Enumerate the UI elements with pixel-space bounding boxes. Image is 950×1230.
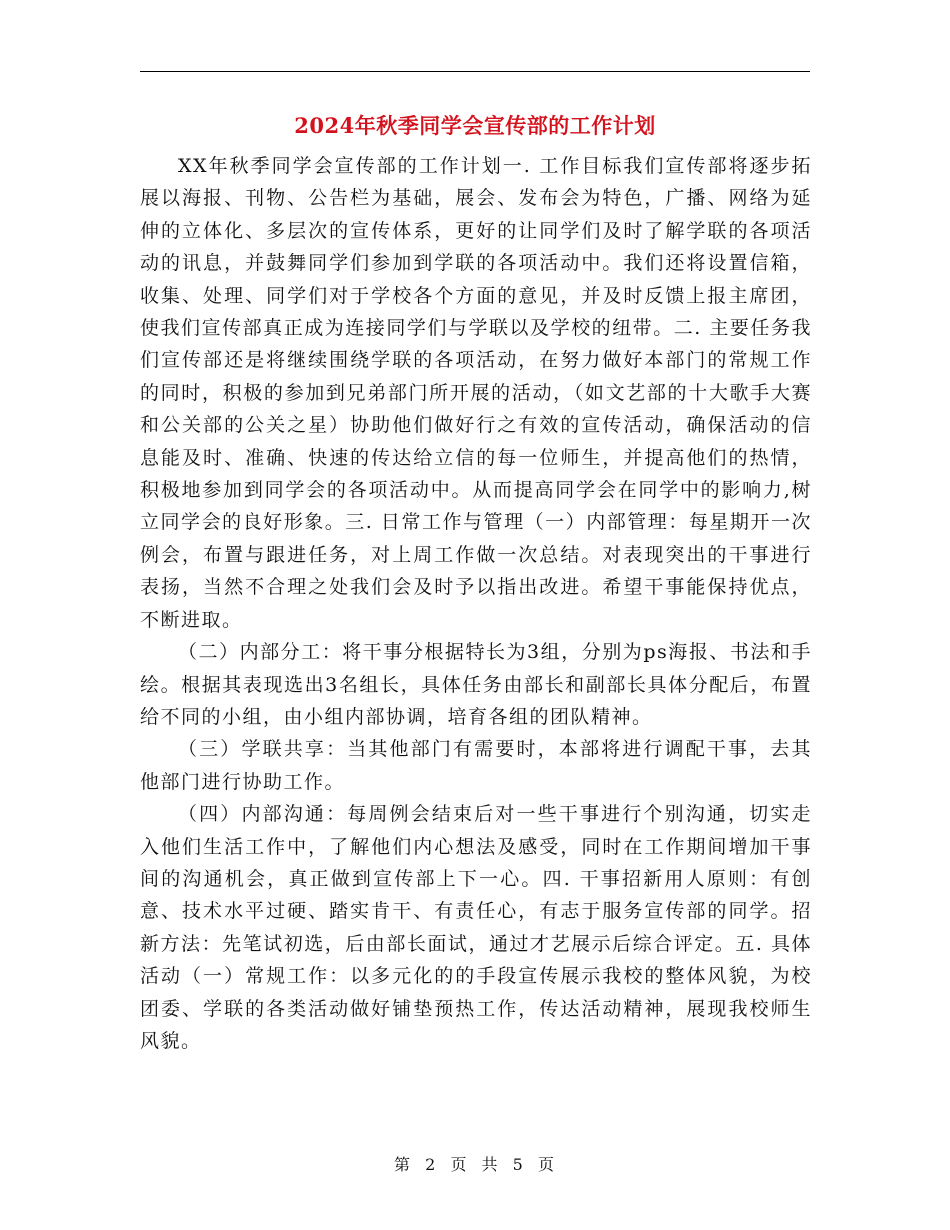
page-footer: [0, 1153, 950, 1177]
paragraph-4: （四）内部沟通：每周例会结束后对一些干事进行个别沟通，切实走入他们生活工作中，了解他们内心想法及感受，同时在工作期间增加干事间的沟通机会，真正做到宣传部上下一心。四. 干事招新用人原则：有创意、技术水平过硬、踏实肯干、有责任心，有志于服务宣传部的同学。招新方法：先笔试初选，后由部长面试，通过才艺展示后综合评定。五. 具体活动（一）常规工作：以多元化的的手段宣传展示我校的整体风貌，为校团委、学联的各类活动做好铺垫预热工作，传达活动精神，展现我校师生风貌。: [140, 803, 812, 1052]
paragraph-1: XX年秋季同学会宣传部的工作计划一. 工作目标我们宣传部将逐步拓展以海报、刊物、公告栏为基础，展会、发布会为特色，广播、网络为延伸的立体化、多层次的宣传体系，更好的让同学们及时了解学联的各项活动的讯息，并鼓舞同学们参加到学联的各项活动中。我们还将设置信箱，收集、处理、同学们对于学校各个方面的意见，并及时反馈上报主席团，使我们宣传部真正成为连接同学们与学联以及学校的纽带。二. 主要任务我们宣传部还是将继续围绕学联的各项活动，在努力做好本部门的常规工作的同时，积极的参加到兄弟部门所开展的活动，（如文艺部的十大歌手大赛和公关部的公关之星）协助他们做好行之有效的宣传活动，确保活动的信息能及时、准确、快速的传达给立信的每一位师生，并提高他们的热情，积极地参加到同学会的各项活动中。从而提高同学会在同学中的影响力,树立同学会的良好形象。三. 日常工作与管理（一）内部管理：每星期开一次例会，布置与跟进任务，对上周工作做一次总结。对表现突出的干事进行表扬，当然不合理之处我们会及时予以指出改进。希望干事能保持优点，不断进取。: [140, 155, 812, 631]
current-page-number: 2: [425, 1155, 438, 1174]
page-label-mid: 页: [450, 1155, 469, 1174]
page-label-suffix: 页: [537, 1155, 556, 1174]
paragraph-2: （二）内部分工：将干事分根据特长为3组，分别为ps海报、书法和手绘。根据其表现选出3名组长，具体任务由部长和副部长具体分配后，布置给不同的小组，由小组内部协调，培育各组的团队精神。: [140, 641, 812, 728]
page-label-prefix: 第: [394, 1155, 413, 1174]
header-rule: [140, 71, 810, 72]
document-title: 2024年秋季同学会宣传部的工作计划: [294, 113, 656, 138]
total-pages-number: 5: [512, 1155, 525, 1174]
document-body: [140, 150, 812, 1057]
paragraph-3: （三）学联共享：当其他部门有需要时，本部将进行调配干事，去其他部门进行协助工作。: [140, 738, 812, 793]
total-label: 共: [481, 1155, 500, 1174]
